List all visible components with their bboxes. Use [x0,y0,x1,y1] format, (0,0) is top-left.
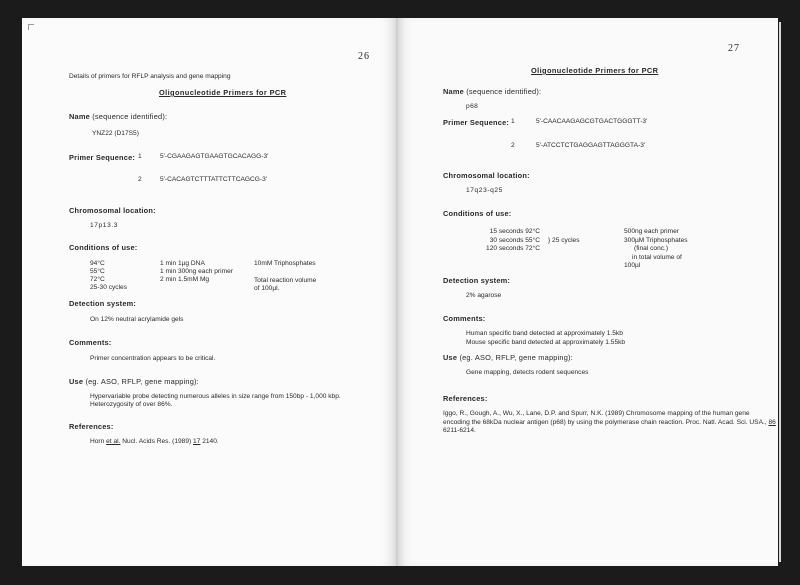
location-value: 17q23-q25 [466,187,503,194]
cond-step: 120 seconds 72°C [486,245,540,252]
name-heading [443,87,541,96]
cond-cycles: } 25 cycles [548,237,580,244]
use-heading [69,377,199,386]
use-value: Hypervariable probe detecting numerous alleles in size range from 150bp - 1,000 kbp. Heterozygosity of over 86%. [90,393,341,408]
page-number-right: 27 [728,43,740,54]
page-caption: Details of primers for RFLP analysis and gene mapping [69,73,231,80]
name-hint: (sequence identified): [92,112,168,121]
cond-temp: 55°C [90,268,105,275]
ref-etal: et al. [106,438,121,445]
left-page [22,18,396,566]
location-heading: Chromosomal location: [69,206,156,215]
references-heading: References: [69,422,114,431]
cond-step: 30 seconds 55°C [489,236,540,244]
primer-heading: Primer Sequence: [443,118,510,127]
cond-temp: 72°C [90,276,105,283]
comments-heading: Comments: [69,338,112,347]
conditions-reagents [624,228,688,271]
conditions-steps [466,228,540,254]
name-value: p68 [466,103,479,110]
page-edge [779,22,781,562]
primer1-sequence: 5'-CGAAGAGTGAAGTGCACAGG-3' [160,153,269,160]
primer2-number: 2 [138,176,142,183]
ref-authors: Horn [90,438,105,445]
cond-temp: 94°C [90,260,105,267]
use-value: Gene mapping, detects rodent sequences [466,369,589,376]
cond-reagent: (final conc.) [634,245,669,252]
primer2-sequence: 5'-ATCCTCTGAGGAGTTAGGGTA-3' [536,142,646,149]
cond-time: 1 min 300ng each primer [160,268,233,275]
corner-mark [28,24,34,30]
right-page [398,18,778,566]
detection-heading: Detection system: [443,276,511,285]
use-label: Use [69,377,84,386]
left-title: Oligonucleotide Primers for PCR [159,88,287,97]
primer2-sequence: 5'-CACAGTCTTTATTCTTCAGCG-3' [160,176,268,183]
primer1-number: 1 [138,153,142,160]
reference-volume: 86 [768,418,776,426]
detection-value: On 12% neutral acrylamide gels [90,316,184,323]
comment-line: Mouse specific band detected at approximately 1.55kb [466,338,626,346]
use-label: Use [443,353,458,362]
conditions-heading: Conditions of use: [69,243,138,252]
references-heading: References: [443,394,488,403]
use-hint: (eg. ASO, RFLP, gene mapping): [459,353,573,362]
primer2-number: 2 [511,142,515,149]
conditions-temperatures [90,260,127,292]
cond-volume-value: of 100µl. [254,285,280,292]
comments-value [466,330,625,347]
ref-journal: Nucl. Acids Res. (1989) [122,438,192,445]
cond-reagent: in total volume of [632,253,682,261]
primer1-number: 1 [511,118,515,125]
reference-body: Iggo, R., Gough, A., Wu, X., Lane, D.P. and Spurr, N.K. (1989) Chromosome mapping of the human gene encoding the 68kDa nuclear antigen (p68) by using the polymerase chain reaction. Proc. Natl. Acad. Sci. USA., [443,410,767,426]
page-number-left: 26 [358,51,370,62]
comments-heading: Comments: [443,314,486,323]
name-label: Name [69,112,90,121]
ref-page: 2140. [202,438,219,445]
name-label: Name [443,87,464,96]
reference-pages: 6211-6214. [443,427,476,434]
cond-reagent: 500ng each primer [624,228,679,235]
ref-volume: 17 [193,438,201,445]
right-title: Oligonucleotide Primers for PCR [531,66,659,75]
name-value: YNZ22 (D17S5) [92,130,139,137]
cond-cycles: 25-30 cycles [90,284,128,291]
name-hint: (sequence identified): [466,87,542,96]
cond-step: 15 seconds 92°C [489,228,540,235]
primer1-sequence: 5'-CAACAAGAGCGTGACTGGGTT-3' [536,118,648,125]
comments-value: Primer concentration appears to be critical. [90,355,216,362]
cond-reaction-volume: Total reaction volume [254,277,317,284]
primer-heading: Primer Sequence: [69,153,136,162]
detection-value: 2% agarose [466,292,502,299]
cond-time: 2 min 1.5mM Mg [160,276,210,283]
conditions-heading: Conditions of use: [443,209,512,218]
comment-line: Human specific band detected at approximately 1.5kb [466,330,623,337]
cond-triphosphates: 10mM Triphosphates [254,260,316,267]
location-value: 17p13.3 [90,222,119,229]
use-hint: (eg. ASO, RFLP, gene mapping): [85,377,199,386]
detection-heading: Detection system: [69,299,137,308]
cond-time: 1 min 1µg DNA [160,260,205,267]
reference-text [443,410,778,436]
name-heading [69,112,167,121]
cond-reagent: 100µl [624,262,641,269]
conditions-times [160,260,233,284]
reference-line [90,438,219,445]
use-heading [443,353,573,362]
cond-reagent: 300µM Triphosphates [624,236,688,244]
location-heading: Chromosomal location: [443,171,530,180]
